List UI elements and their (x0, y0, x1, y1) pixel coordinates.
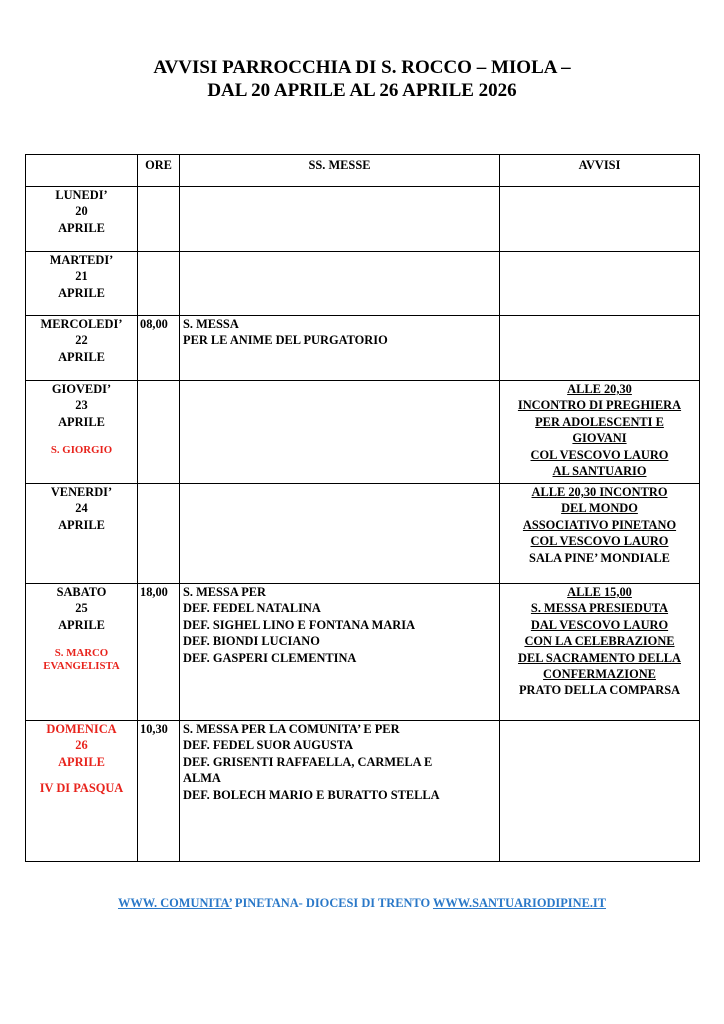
table-row (26, 484, 700, 584)
schedule-table (25, 154, 700, 862)
table-row (26, 316, 700, 381)
day-month: APRILE (58, 414, 105, 429)
messe-cell (180, 721, 500, 862)
page-title-line-1: AVVISI PARROCCHIA DI S. ROCCO – MIOLA – (153, 57, 571, 78)
day-name: MARTEDI’ (49, 253, 114, 267)
day-name: VENERDI’ (50, 485, 113, 499)
header-avvisi: AVVISI (500, 155, 700, 187)
table-row (26, 187, 700, 252)
messe-cell (180, 187, 500, 252)
header-day (26, 155, 138, 187)
messe-cell (180, 381, 500, 484)
ore-cell (138, 252, 180, 316)
day-number: 26 (75, 738, 88, 753)
messe-line: DEF. GRISENTI RAFFAELLA, CARMELA E (183, 754, 433, 769)
ore-cell: 18,00 (138, 584, 180, 721)
messe-line: DEF. SIGHEL LINO E FONTANA MARIA (183, 617, 416, 632)
day-number: 24 (75, 501, 88, 516)
day-name: SABATO (56, 585, 107, 599)
day-name: GIOVEDI’ (51, 382, 112, 396)
messe-line: S. MESSA (183, 317, 239, 331)
table-row (26, 381, 700, 484)
avviso-line: AL SANTUARIO (552, 464, 647, 479)
ore-cell (138, 187, 180, 252)
avvisi-cell (500, 187, 700, 252)
messe-line: ALMA (183, 771, 221, 786)
day-cell (26, 252, 138, 316)
messe-line: S. MESSA PER (183, 585, 266, 599)
day-number: 23 (75, 398, 88, 413)
avviso-line: ASSOCIATIVO PINETANO (522, 517, 677, 532)
ore-cell: 08,00 (138, 316, 180, 381)
messe-cell (180, 484, 500, 584)
avvisi-cell (500, 584, 700, 721)
day-month: APRILE (58, 517, 105, 532)
day-month: APRILE (58, 220, 105, 235)
messe-line: DEF. FEDEL NATALINA (183, 601, 321, 616)
saint-of-day: S. MARCO (54, 647, 109, 660)
footer-link-comunita[interactable]: WWW. COMUNITA’ (117, 896, 232, 910)
header-ore: ORE (138, 155, 180, 187)
table-row (26, 584, 700, 721)
avvisi-cell (500, 381, 700, 484)
avviso-line: INCONTRO DI PREGHIERA (517, 398, 682, 413)
avvisi-cell (500, 484, 700, 584)
day-number: 20 (75, 204, 88, 219)
table-header-row (26, 155, 700, 187)
avviso-line: DEL MONDO (561, 501, 638, 516)
day-number: 22 (75, 333, 88, 348)
day-cell (26, 484, 138, 584)
avviso-line: COL VESCOVO LAURO (530, 534, 669, 549)
day-cell (26, 381, 138, 484)
day-number: 25 (75, 601, 88, 616)
day-cell (26, 187, 138, 252)
day-month: APRILE (58, 617, 105, 632)
avviso-line: S. MESSA PRESIEDUTA (530, 601, 669, 616)
liturgical-day: IV DI PASQUA (39, 781, 124, 796)
avvisi-cell (500, 252, 700, 316)
day-cell (26, 721, 138, 862)
ore-cell (138, 484, 180, 584)
messe-cell (180, 252, 500, 316)
messe-line: DEF. FEDEL SUOR AUGUSTA (183, 738, 354, 753)
ore-cell (138, 381, 180, 484)
table-row (26, 721, 700, 862)
day-number: 21 (75, 269, 88, 284)
avviso-line: CONFERMAZIONE (543, 667, 656, 682)
footer-text: PINETANA- DIOCESI DI TRENTO (231, 896, 433, 910)
saint-of-day: EVANGELISTA (43, 660, 120, 673)
day-cell (26, 584, 138, 721)
avviso-line: COL VESCOVO LAURO (530, 447, 669, 462)
page-title-line-2: DAL 20 APRILE AL 26 APRILE 2026 (207, 80, 517, 101)
avvisi-cell (500, 316, 700, 381)
ore-cell: 10,30 (138, 721, 180, 862)
avviso-line: SALA PINE’ MONDIALE (529, 550, 670, 565)
day-month: APRILE (58, 754, 105, 769)
avviso-line: CON LA CELEBRAZIONE (524, 634, 675, 649)
avviso-line: GIOVANI (572, 431, 627, 446)
day-cell (26, 316, 138, 381)
messe-line: DEF. GASPERI CLEMENTINA (183, 650, 357, 665)
avviso-line: PER ADOLESCENTI E (535, 414, 664, 429)
table-row (26, 252, 700, 316)
footer (0, 896, 724, 911)
day-month: APRILE (58, 285, 105, 300)
messe-cell (180, 584, 500, 721)
messe-line: PER LE ANIME DEL PURGATORIO (183, 333, 388, 348)
footer-link-santuario[interactable]: WWW.SANTUARIODIPINE.IT (432, 896, 607, 910)
saint-of-day: S. GIORGIO (50, 444, 113, 457)
messe-line: S. MESSA PER LA COMUNITA’ E PER (183, 722, 400, 736)
avviso-line: ALLE 20,30 INCONTRO (531, 485, 668, 499)
avviso-line: PRATO DELLA COMPARSA (518, 683, 681, 698)
messe-line: DEF. BOLECH MARIO E BURATTO STELLA (183, 787, 440, 802)
avviso-line: DEL SACRAMENTO DELLA (518, 650, 681, 665)
messe-cell (180, 316, 500, 381)
avvisi-cell (500, 721, 700, 862)
avviso-line: ALLE 15,00 (567, 585, 632, 599)
day-name: DOMENICA (46, 722, 117, 736)
header-messe: SS. MESSE (180, 155, 500, 187)
day-name: LUNEDI’ (55, 188, 108, 202)
avviso-line: DAL VESCOVO LAURO (530, 617, 669, 632)
messe-line: DEF. BIONDI LUCIANO (183, 634, 320, 649)
day-month: APRILE (58, 349, 105, 364)
day-name: MERCOLEDI’ (40, 317, 123, 331)
avviso-line: ALLE 20,30 (567, 382, 632, 396)
